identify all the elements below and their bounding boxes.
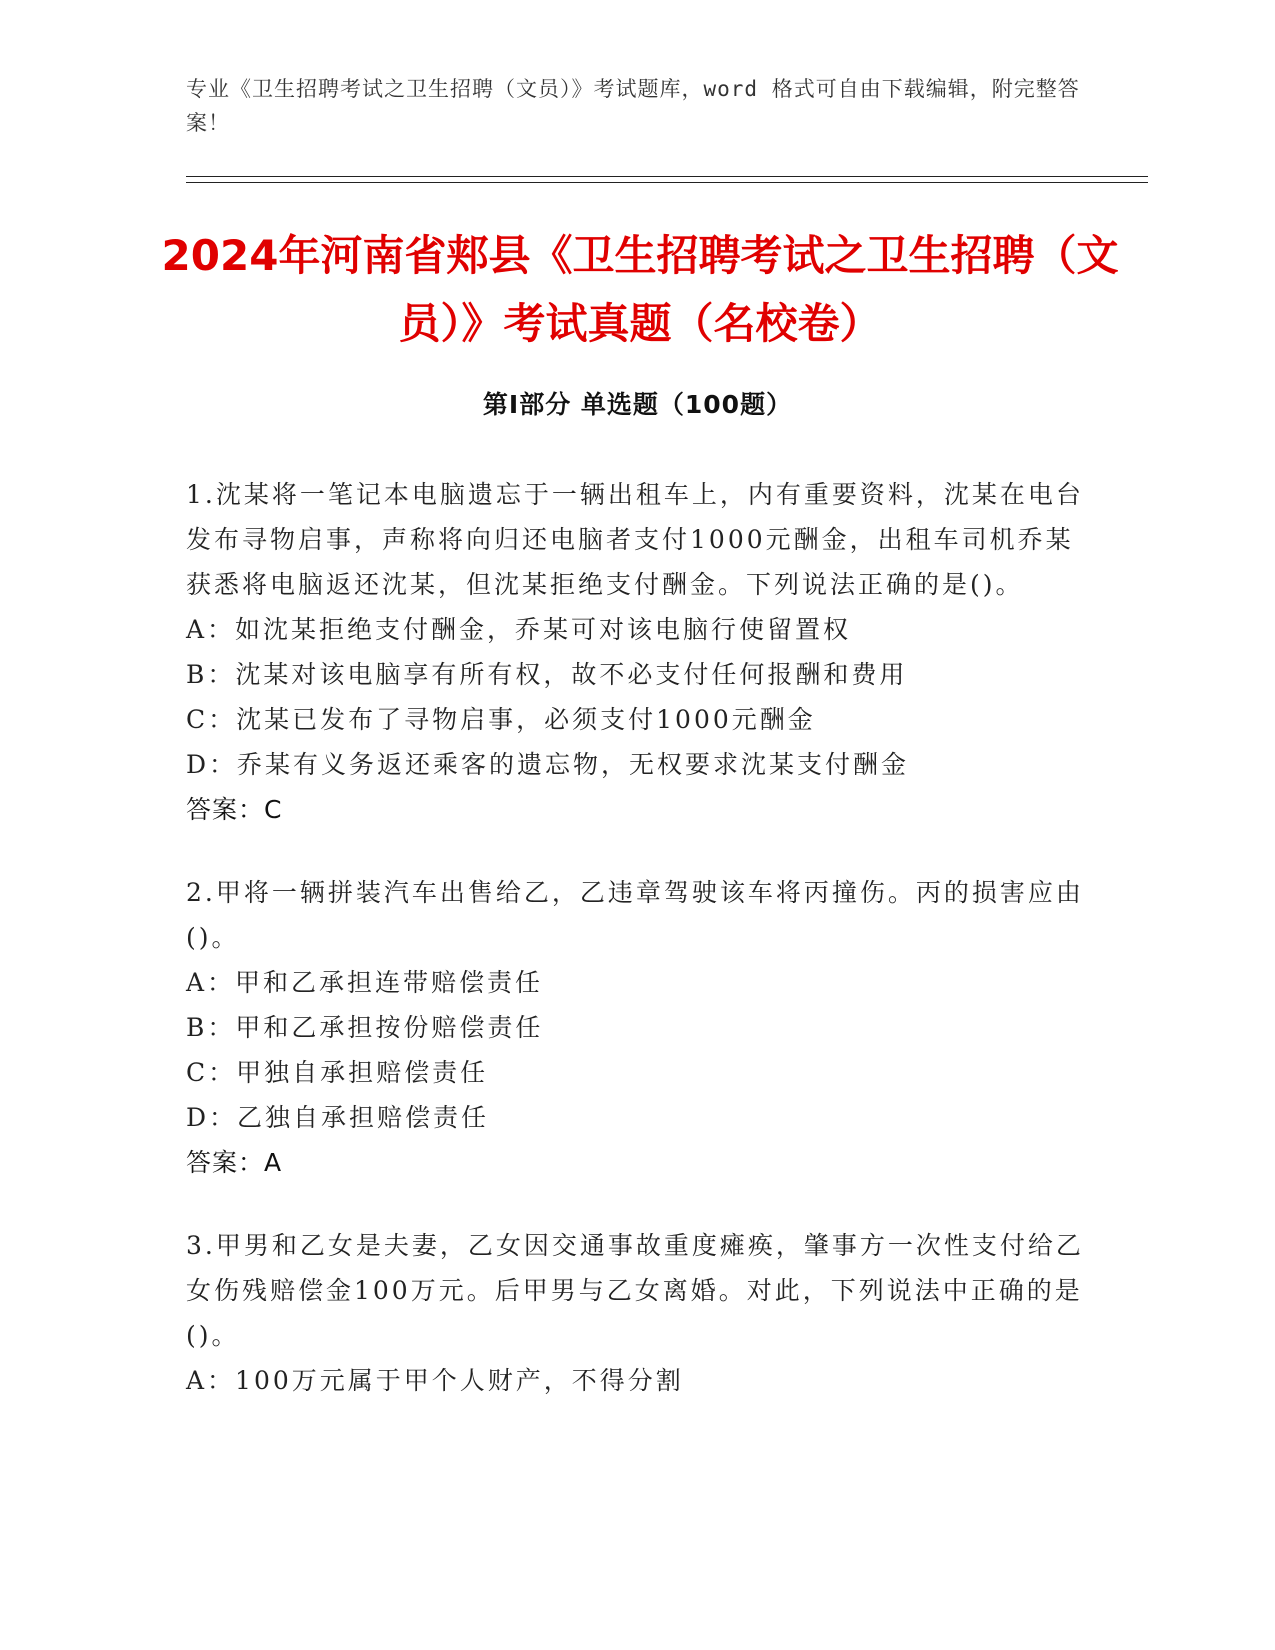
option-d: D：乙独自承担赔偿责任: [186, 1103, 490, 1132]
answer-line: 答案：A: [186, 1148, 283, 1177]
question-stem: 2.甲将一辆拼装汽车出售给乙，乙违章驾驶该车将丙撞伤。丙的损害应由()。: [186, 878, 1084, 952]
option-c: C：甲独自承担赔偿责任: [186, 1058, 489, 1087]
question-stem: 1.沈某将一笔记本电脑遗忘于一辆出租车上，内有重要资料，沈某在电台发布寻物启事，声称将向归还电脑者支付1000元酬金，出租车司机乔某获悉将电脑返还沈某，但沈某拒绝支付酬金。下列说法正确的是()。: [186, 480, 1084, 599]
option-a: A：甲和乙承担连带赔偿责任: [186, 968, 544, 997]
option-a: A：如沈某拒绝支付酬金，乔某可对该电脑行使留置权: [186, 615, 852, 644]
question-1: [186, 472, 1086, 832]
answer-line: 答案：C: [186, 795, 283, 824]
question-3: [186, 1223, 1086, 1403]
question-list: [186, 472, 1086, 1441]
document-title: 2024年河南省郏县《卫生招聘考试之卫生招聘（文员）》考试真题（名校卷）: [161, 231, 1119, 348]
section-title: 第Ⅰ部分 单选题（100题）: [482, 390, 793, 419]
option-d: D：乔某有义务返还乘客的遗忘物，无权要求沈某支付酬金: [186, 750, 910, 779]
option-c: C：沈某已发布了寻物启事，必须支付1000元酬金: [186, 705, 816, 734]
option-b: B：甲和乙承担按份赔偿责任: [186, 1013, 544, 1042]
option-a: A：100万元属于甲个人财产，不得分割: [186, 1366, 684, 1395]
header-note: 专业《卫生招聘考试之卫生招聘（文员）》考试题库，word 格式可自由下载编辑，附完整答案！: [186, 77, 1080, 135]
header-rule-top: [186, 176, 1148, 177]
question-stem: 3.甲男和乙女是夫妻，乙女因交通事故重度瘫痪，肇事方一次性支付给乙女伤残赔偿金100万元。后甲男与乙女离婚。对此，下列说法中正确的是()。: [186, 1231, 1084, 1350]
header-rule-bottom: [186, 182, 1148, 183]
option-b: B：沈某对该电脑享有所有权，故不必支付任何报酬和费用: [186, 660, 908, 689]
question-2: [186, 870, 1086, 1185]
